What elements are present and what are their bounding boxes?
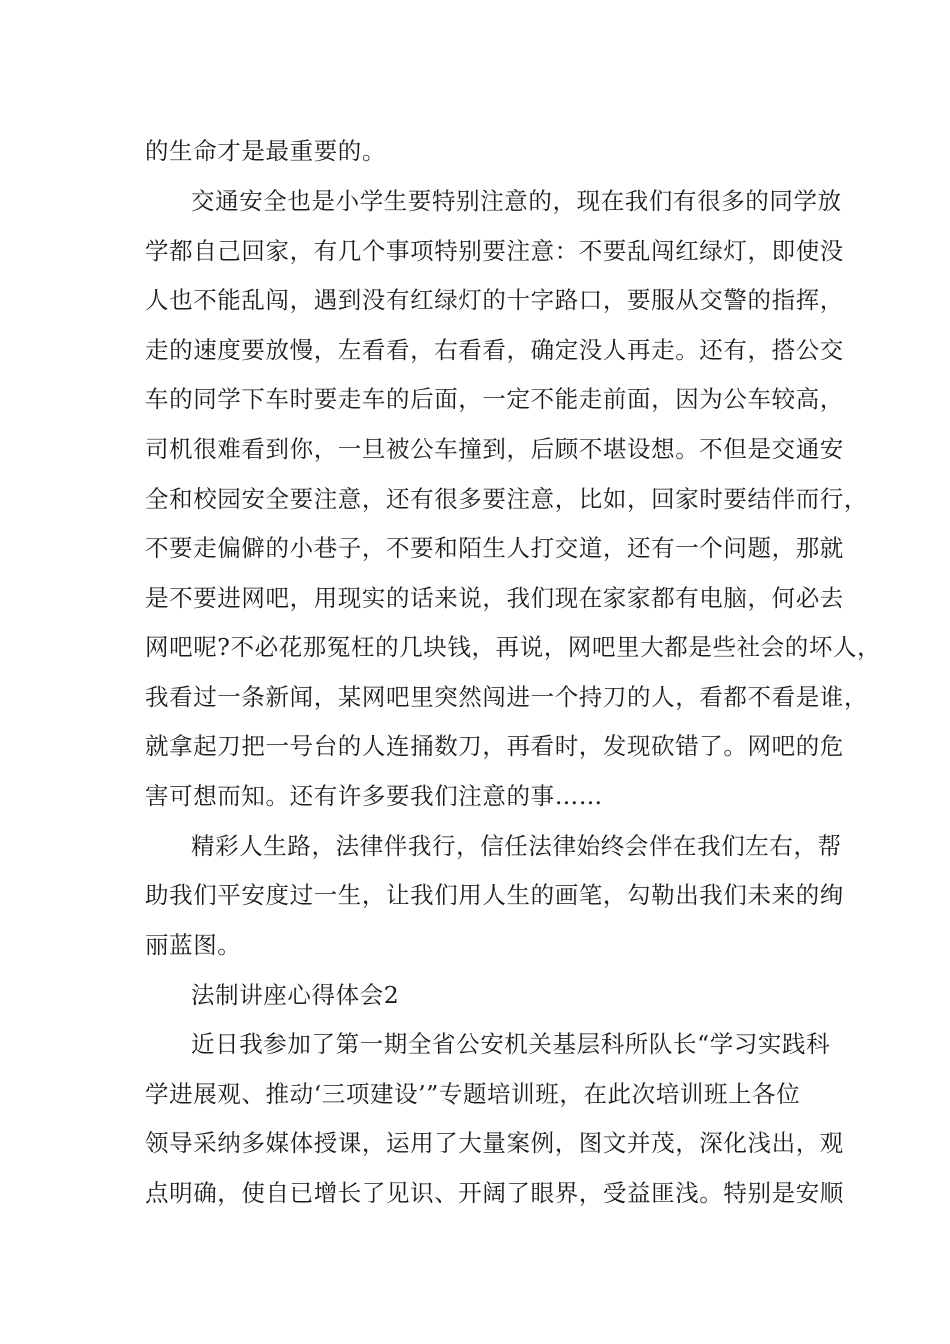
text-line: 学都自己回家，有几个事项特别要注意：不要乱闯红绿灯，即使没 [145,237,844,265]
text-line: 司机很难看到你，一旦被公车撞到，后顾不堪设想。不但是交通安 [145,435,844,463]
section-heading: 法制讲座心得体会2 [191,981,400,1009]
paragraph-first-line: 交通安全也是小学生要特别注意的，现在我们有很多的同学放 [191,187,842,215]
text-line: 走的速度要放慢，左看看，右看看，确定没人再走。还有，搭公交 [145,336,844,364]
text-line: 的生命才是最重要的。 [145,137,386,165]
text-line: 学进展观、推动‘三项建设’”专题培训班，在此次培训班上各位 [145,1080,801,1108]
text-line: 点明确，使自已增长了见识、开阔了眼界，受益匪浅。特别是安顺 [145,1179,844,1207]
text-line: 车的同学下车时要走车的后面，一定不能走前面，因为公车较高， [145,385,844,413]
text-line: 是不要进网吧，用现实的话来说，我们现在家家都有电脑，何必去 [145,584,844,612]
text-line: 领导采纳多媒体授课，运用了大量案例，图文并茂，深化浅出，观 [145,1129,844,1157]
text-line: 网吧呢?不必花那冤枉的几块钱，再说，网吧里大都是些社会的坏人， [145,633,882,661]
text-line: 我看过一条新闻，某网吧里突然闯进一个持刀的人，看都不看是谁， [145,683,868,711]
text-line: 人也不能乱闯，遇到没有红绿灯的十字路口，要服从交警的指挥， [145,286,844,314]
text-line: 不要走偏僻的小巷子，不要和陌生人打交道，还有一个问题，那就 [145,534,844,562]
text-line: 害可想而知。还有许多要我们注意的事…… [145,782,603,810]
paragraph-first-line: 精彩人生路，法律伴我行，信任法律始终会伴在我们左右，帮 [191,832,842,860]
text-line: 全和校园安全要注意，还有很多要注意，比如，回家时要结伴而行， [145,485,868,513]
text-line: 丽蓝图。 [145,931,242,959]
text-line: 就拿起刀把一号台的人连捅数刀，再看时，发现砍错了。网吧的危 [145,732,844,760]
paragraph-first-line: 近日我参加了第一期全省公安机关基层科所队长“学习实践科 [191,1030,831,1058]
text-line: 助我们平安度过一生，让我们用人生的画笔，勾勒出我们未来的绚 [145,881,844,909]
